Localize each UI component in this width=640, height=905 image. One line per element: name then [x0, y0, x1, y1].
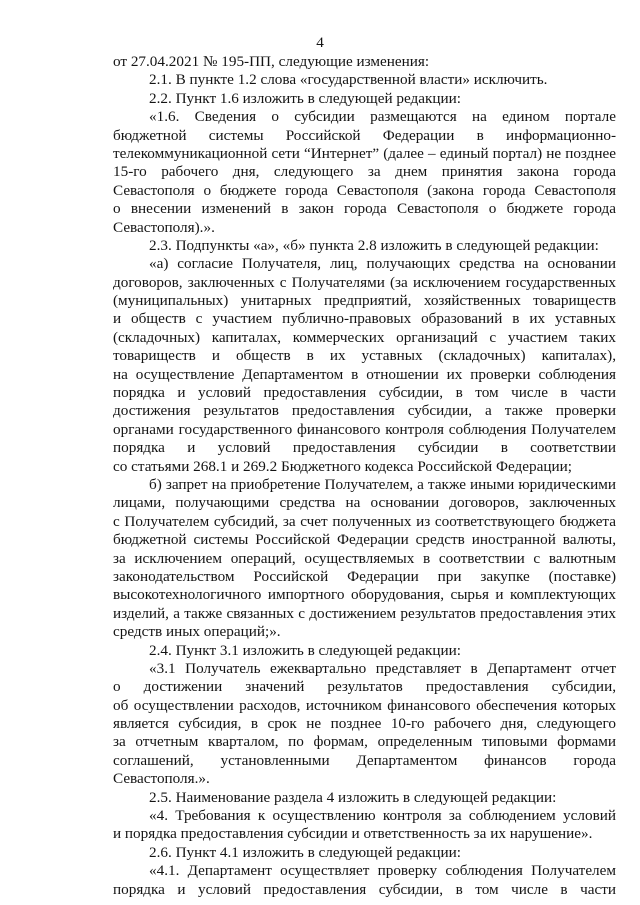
text-line: «1.6. Сведения о субсидии размещаются на едином портале	[149, 108, 616, 126]
text-line: является субсидия, в срок не позднее 10-го рабочего дня, следующего	[113, 715, 616, 733]
text-line: высокотехнологичного импортного оборудования, сырья и комплектующих	[113, 586, 616, 604]
document-body	[113, 53, 616, 899]
text-line: 2.6. Пункт 4.1 изложить в следующей редакции:	[149, 843, 462, 861]
text-line: 2.2. Пункт 1.6 изложить в следующей редакции:	[149, 89, 462, 107]
text-line: «4. Требования к осуществлению контроля за соблюдением условий	[149, 807, 616, 825]
text-line: от 27.04.2021 № 195-ПП, следующие изменения:	[113, 53, 430, 70]
text-line: и порядка предоставления субсидии и ответственность за их нарушение».	[113, 825, 593, 843]
text-line: телекоммуникационной сети “Интернет” (далее – единый портал) не позднее	[113, 144, 616, 162]
text-line: за исключением операций, осуществляемых в соответствии с валютным	[113, 549, 616, 567]
text-line: товариществ и обществ в их уставных (складочных) капиталах),	[113, 347, 616, 365]
text-line: на осуществление Департаментом в отношении их проверки соблюдения	[113, 365, 616, 383]
text-line: с Получателем субсидий, за счет полученных из соответствующего бюджета	[113, 512, 616, 530]
text-line: Севастополя.».	[113, 770, 210, 788]
text-line: изделий, а также связанных с достижением результатов предоставления этих	[113, 604, 616, 622]
text-line: органами государственного финансового контроля соблюдения Получателем	[113, 420, 616, 438]
text-line: б) запрет на приобретение Получателем, а также иными юридическими	[149, 475, 616, 493]
text-line: Севастополя о бюджете города Севастополя (закона города Севастополя	[113, 181, 616, 199]
text-line: бюджетной системы Российской Федерации средств иностранной валюты,	[113, 531, 616, 549]
text-line: 2.3. Подпункты «а», «б» пункта 2.8 изложить в следующей редакции:	[149, 236, 599, 254]
text-line: 2.1. В пункте 1.2 слова «государственной власти» исключить.	[149, 71, 548, 89]
text-line: «а) согласие Получателя, лиц, получающих средства на основании	[149, 255, 616, 273]
text-line: 2.4. Пункт 3.1 изложить в следующей редакции:	[149, 641, 462, 659]
text-line: договоров, заключенных с Получателями (за исключением государственных	[113, 273, 616, 291]
text-line: лицами, получающими средства на основании договоров, заключенных	[113, 494, 616, 512]
text-line: «3.1 Получатель ежеквартально представляет в Департамент отчет	[149, 659, 616, 677]
text-line: со статьями 268.1 и 269.2 Бюджетного кодекса Российской Федерации;	[113, 457, 572, 475]
text-line: и обществ с участием публично-правовых образований в их уставных	[113, 310, 616, 328]
text-line: 2.5. Наименование раздела 4 изложить в следующей редакции:	[149, 788, 557, 806]
text-line: (муниципальных) унитарных предприятий, хозяйственных товариществ	[113, 292, 616, 310]
text-line: о внесении изменений в закон города Севастополя о бюджете города	[113, 200, 616, 218]
text-line: достижения результатов предоставления субсидии, а также проверки	[113, 402, 616, 420]
text-line: средств иных операций;».	[113, 623, 281, 641]
text-line: соглашений, установленными Департаментом финансов города	[113, 751, 616, 769]
text-line: (складочных) капиталах, коммерческих организаций с участием таких	[113, 328, 616, 346]
text-line: «4.1. Департамент осуществляет проверку соблюдения Получателем	[149, 862, 616, 880]
text-line: об осуществлении расходов, источником финансового обеспечения которых	[113, 696, 616, 714]
page-number: 4	[316, 34, 324, 51]
text-line: Севастополя).».	[113, 218, 215, 236]
text-line: порядка и условий предоставления субсидии, в том числе в части	[113, 384, 616, 402]
text-line: о достижении значений результатов предоставления субсидии,	[113, 678, 616, 696]
text-line: бюджетной системы Российской Федерации в информационно-	[113, 126, 616, 144]
text-line: порядка и условий предоставления субсидии, в том числе в части	[113, 880, 616, 898]
text-line: 15-го рабочего дня, следующего за днем принятия закона города	[113, 163, 616, 181]
text-line: за отчетным кварталом, по формам, определенным типовыми формами	[113, 733, 616, 751]
text-line: законодательством Российской Федерации при закупке (поставке)	[113, 567, 616, 585]
text-line: порядка и условий предоставления субсидии в соответствии	[113, 439, 616, 457]
